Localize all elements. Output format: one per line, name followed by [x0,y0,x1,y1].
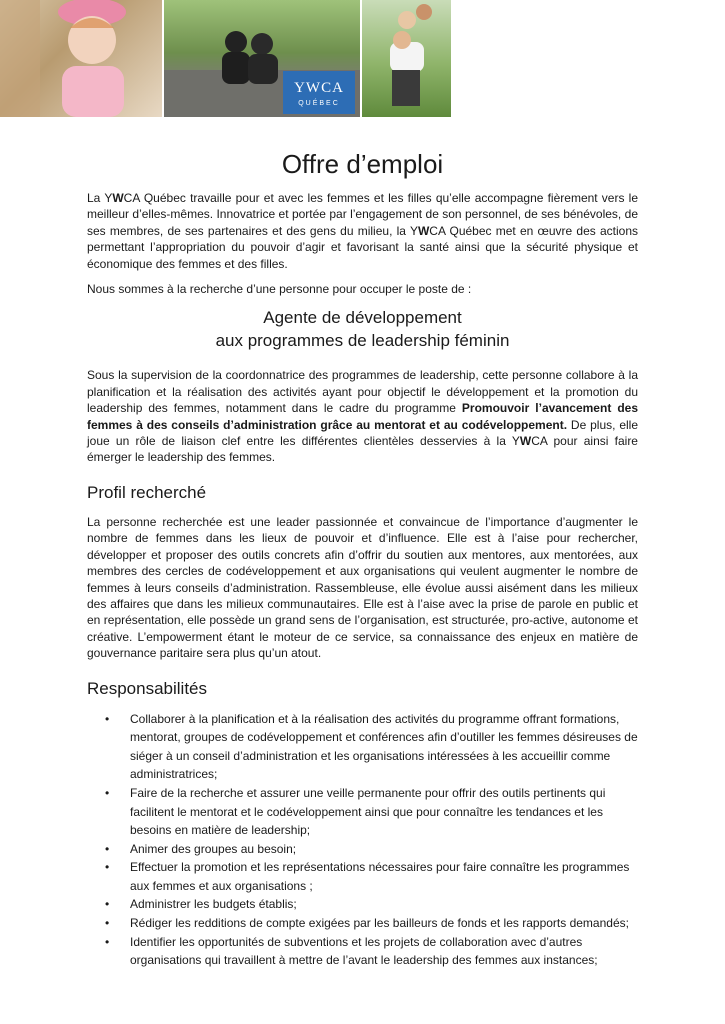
bullet-icon: • [105,841,110,856]
bullet-icon: • [105,897,110,912]
list-item: • Rédiger les redditions de compte exigées par les bailleurs de fonds et les rapports demandés; [87,914,638,933]
responsibilities-list [87,710,638,970]
responsibilities-heading: Responsabilités [87,678,208,698]
document-content [87,146,638,970]
job-title-line-1: Agente de développement [263,308,462,328]
job-title-line-2: aux programmes de leadership féminin [215,331,510,351]
list-item: • Identifier les opportunités de subventions et les projets de collaboration avec d’autres organisations qui travaillent à mettre de l’avant le leadership des femmes aux instances; [105,934,598,968]
profile-paragraph: La personne recherchée est une leader passionnée et convaincue de l’importance d’augmenter le nombre de femmes dans les lieux de pouvoir et d’influence. Elle est à l’aise pour rechercher, développer et proposer des outils concrets afin d’offrir du soutien aux mentores, aux mentorées, aux membres des cercles de codéveloppement et aux organisations qui veulent augmenter le nombre de femmes à leurs conseils d’administration. Rassembleuse, elle évolue aussi aisément dans les milieux des affaires que dans les milieux communautaires. Elle est à l’aise avec la prise de parole en public et en représentation, elle possède un grand sens de l’organisation, est structurée, pro-active, autonome et créative. L’empowerment étant le moteur de ce service, sa connaissance des enjeux en matière de gouvernance paritaire sera plus qu’un atout. [87,514,638,661]
list-item: • Administrer les budgets établis; [87,895,638,914]
job-title [87,306,638,352]
profile-heading: Profil recherché [87,482,207,502]
page-title: Offre d’emploi [281,149,444,179]
list-item: • Collaborer à la planification et à la réalisation des activités du programme offrant formations, mentorat, groupes de codéveloppement et conférences afin d’outiller les femmes désireuses de siéger à un conseil d’administration et les organisations intéressées à les accueillir comme administratrices; [105,711,638,782]
logo-sub-text: QUÉBEC [298,100,340,107]
bullet-icon: • [105,916,110,931]
header-photo-strip [0,0,451,117]
list-item: • Effectuer la promotion et les représentations nécessaires pour faire connaître les programmes aux femmes et aux organisations ; [105,860,630,893]
list-item: • Animer des groupes au besoin; [87,840,638,859]
ywca-logo [283,71,355,114]
bullet-icon: • [105,785,110,800]
bullet-icon: • [105,711,110,726]
photo-women-playing [362,0,451,117]
search-statement: Nous sommes à la recherche d’une personne pour occuper le poste de : [87,282,472,297]
bullet-icon: • [105,934,110,949]
photo-girl-with-hat [0,0,162,117]
bullet-icon: • [105,860,110,875]
logo-main-text: YWCA [294,80,344,96]
job-description: Sous la supervision de la coordonnatrice des programmes de leadership, cette personne collabore à la planification et la réalisation des activités ayant pour objectif le développement et la promotion du leadership des femmes, notamment dans le cadre du programme Promouvoir l’avancement des femmes à des conseils d’administration grâce au mentorat et au codéveloppement. De plus, elle joue un rôle de liaison clef entre les différentes clientèles desservies à la YWCA pour ainsi faire émerger le leadership des femmes. [87,368,639,465]
intro-paragraph: La YWCA Québec travaille pour et avec les femmes et les filles qu’elle accompagne fièrement vers le meilleur d’elles-mêmes. Innovatrice et portée par l’engagement de son personnel, de ses bénévoles, de ses membres, de ses partenaires et des gens du milieu, la YWCA Québec met en œuvre des actions permettant l’appropriation du pouvoir d’agir et favorisant la santé ainsi que la sécurité physique et économique des femmes et des filles. [87,191,639,271]
list-item: • Faire de la recherche et assurer une veille permanente pour offrir des outils pertinents qui facilitent le mentorat et le codéveloppement ainsi que pour connaître les tendances et les besoins en matière de leadership; [105,785,606,838]
